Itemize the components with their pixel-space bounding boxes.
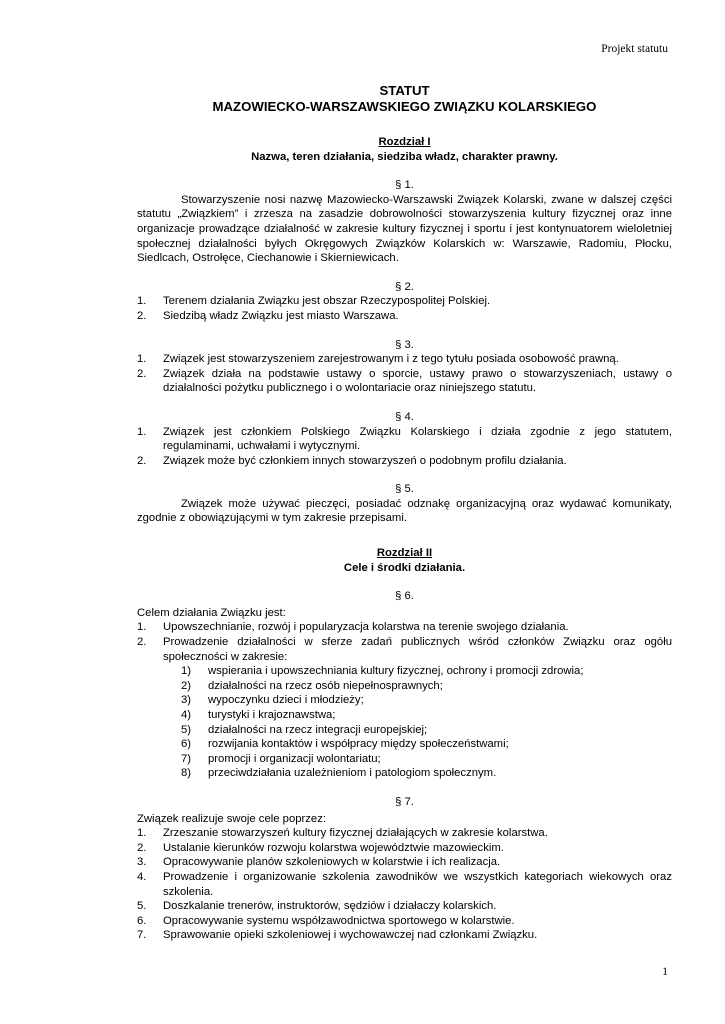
chapter-2-title: Cele i środki działania. xyxy=(343,561,466,574)
list-item xyxy=(137,855,672,870)
item-number: 1. xyxy=(137,827,147,840)
sub-list-item xyxy=(137,679,672,694)
document-title-line1: STATUT xyxy=(379,83,430,98)
sub-list-item xyxy=(137,664,672,679)
item-text: Doszkalanie trenerów, instruktorów, sędziów i działaczy kolarskich. xyxy=(163,900,497,913)
item-text: Prowadzenie działalności w sferze zadań publicznych wśród członków Związku oraz ogółu społeczności w zakresie: xyxy=(163,636,672,663)
chapter-1-title: Nazwa, teren działania, siedziba władz, charakter prawny. xyxy=(251,150,558,163)
section-7-list xyxy=(137,826,672,943)
section-6-sublist xyxy=(137,664,672,781)
section-5-heading: § 5. xyxy=(395,483,414,496)
list-item xyxy=(137,635,672,664)
item-number: 4. xyxy=(137,870,147,883)
item-number: 2. xyxy=(137,309,147,322)
item-text: Ustalanie kierunków rozwoju kolarstwa województwie mazowieckim. xyxy=(163,841,504,854)
subitem-number: 1) xyxy=(181,665,192,678)
item-number: 2. xyxy=(137,367,147,380)
document-title-line2: MAZOWIECKO-WARSZAWSKIEGO ZWIĄZKU KOLARSKIEGO xyxy=(212,99,597,114)
subitem-text: działalności na rzecz osób niepełnosprawnych; xyxy=(208,679,443,692)
subitem-number: 2) xyxy=(181,679,192,692)
list-item xyxy=(137,841,672,856)
sub-list-item xyxy=(137,708,672,723)
chapter-2-number: Rozdział II xyxy=(376,547,433,560)
section-6-heading: § 6. xyxy=(395,590,414,603)
item-text: Zrzeszanie stowarzyszeń kultury fizycznej działających w zakresie kolarstwa. xyxy=(163,827,548,840)
item-number: 3. xyxy=(137,856,147,869)
item-text: Opracowywanie planów szkoleniowych w kolarstwie i ich realizacja. xyxy=(163,856,501,869)
section-3-list xyxy=(137,352,672,396)
section-1-heading: § 1. xyxy=(395,179,414,192)
document-body xyxy=(137,83,672,943)
list-item xyxy=(137,914,672,929)
list-item xyxy=(137,352,672,367)
subitem-text: przeciwdziałania uzależnieniom i patologiom społecznym. xyxy=(208,767,497,780)
subitem-text: działalności na rzecz integracji europejskiej; xyxy=(208,723,428,736)
section-7-intro: Związek realizuje swoje cele poprzez: xyxy=(137,812,326,825)
subitem-text: rozwijania kontaktów i współpracy między społeczeństwami; xyxy=(208,738,509,751)
chapter-1-heading xyxy=(137,135,672,164)
chapter-1-number: Rozdział I xyxy=(378,136,431,148)
item-text: Terenem działania Związku jest obszar Rzeczypospolitej Polskiej. xyxy=(163,295,491,308)
sub-list-item xyxy=(137,766,672,781)
section-4-list xyxy=(137,425,672,469)
item-text: Sprawowanie opieki szkoleniowej i wychowawczej nad członkami Związku. xyxy=(163,929,538,942)
subitem-number: 3) xyxy=(181,694,192,707)
item-text: Upowszechnianie, rozwój i popularyzacja kolarstwa na terenie swojego działania. xyxy=(163,621,569,634)
list-item xyxy=(137,454,672,469)
item-text: Związek jest stowarzyszeniem zarejestrowanym i z tego tytułu posiada osobowość prawną. xyxy=(163,353,619,366)
item-text: Związek działa na podstawie ustawy o sporcie, ustawy prawo o stowarzyszeniach, ustawy o działalności pożytku publicznego i o wolontariacie oraz niniejszego statutu. xyxy=(163,367,672,395)
item-number: 1. xyxy=(137,425,147,438)
list-item xyxy=(137,870,672,899)
list-item xyxy=(137,425,672,454)
sub-list-item xyxy=(137,693,672,708)
chapter-2-heading xyxy=(137,546,672,575)
sub-list-item xyxy=(137,723,672,738)
subitem-number: 8) xyxy=(181,767,192,780)
item-number: 2. xyxy=(137,454,147,467)
item-number: 6. xyxy=(137,914,147,927)
subitem-text: turystyki i krajoznawstwa; xyxy=(208,709,336,721)
page-number: 1 xyxy=(662,966,668,978)
sub-list-item xyxy=(137,752,672,767)
section-6-intro: Celem działania Związku jest: xyxy=(137,606,286,619)
item-number: 7. xyxy=(137,929,147,942)
section-4-heading: § 4. xyxy=(395,410,414,423)
header-note: Projekt statutu xyxy=(601,43,668,55)
list-item xyxy=(137,309,672,324)
item-number: 2. xyxy=(137,636,147,649)
section-5-text: Związek może używać pieczęci, posiadać odznakę organizacyjną oraz wydawać komunikaty, zgodnie z obowiązującymi w tym zakresie przepisami. xyxy=(137,497,672,525)
list-item xyxy=(137,294,672,309)
item-text: Opracowywanie systemu współzawodnictwa sportowego w kolarstwie. xyxy=(163,914,515,927)
subitem-text: promocji i organizacji wolontariatu; xyxy=(208,752,381,765)
section-2-list xyxy=(137,294,672,323)
list-item xyxy=(137,620,672,635)
item-number: 5. xyxy=(137,900,147,913)
item-number: 1. xyxy=(137,353,147,366)
section-1-text: Stowarzyszenie nosi nazwę Mazowiecko-Warszawski Związek Kolarski, zwane w dalszej części statutu „Związkiem” i zrzesza na zasadzie dobrowolności stowarzyszenia kultury fizycznej oraz inne organizacje prowadzące działalność w zakresie kultury fizycznej i sportu i jest kontynuatorem wieloletniej społecznej działalności byłych Okręgowych Związków Kolarskich w: Warszawie, Radomiu, Płocku, Siedlcach, Ostrołęce, Ciechanowie i Skierniewicach. xyxy=(137,193,672,265)
item-text: Prowadzenie i organizowanie szkolenia zawodników we wszystkich kategoriach wiekowych oraz szkolenia. xyxy=(163,870,672,898)
item-number: 2. xyxy=(137,841,147,854)
subitem-number: 6) xyxy=(181,738,192,751)
section-6-list xyxy=(137,620,672,664)
item-number: 1. xyxy=(137,621,147,634)
list-item xyxy=(137,899,672,914)
item-text: Związek może być członkiem innych stowarzyszeń o podobnym profilu działania. xyxy=(163,454,567,467)
subitem-number: 4) xyxy=(181,709,192,721)
item-text: Związek jest członkiem Polskiego Związku Kolarskiego i działa zgodnie z jego statutem, regulaminami, uchwałami i wytycznymi. xyxy=(163,425,672,453)
sub-list-item xyxy=(137,737,672,752)
item-number: 1. xyxy=(137,295,147,308)
section-7-heading: § 7. xyxy=(395,795,414,808)
list-item xyxy=(137,367,672,396)
subitem-number: 5) xyxy=(181,723,192,736)
subitem-number: 7) xyxy=(181,752,192,765)
subitem-text: wspierania i upowszechniania kultury fizycznej, ochrony i promocji zdrowia; xyxy=(208,665,584,678)
item-text: Siedzibą władz Związku jest miasto Warszawa. xyxy=(163,309,399,322)
list-item xyxy=(137,826,672,841)
subitem-text: wypoczynku dzieci i młodzieży; xyxy=(208,694,364,707)
section-2-heading: § 2. xyxy=(395,280,414,293)
section-3-heading: § 3. xyxy=(395,338,414,351)
list-item xyxy=(137,928,672,943)
